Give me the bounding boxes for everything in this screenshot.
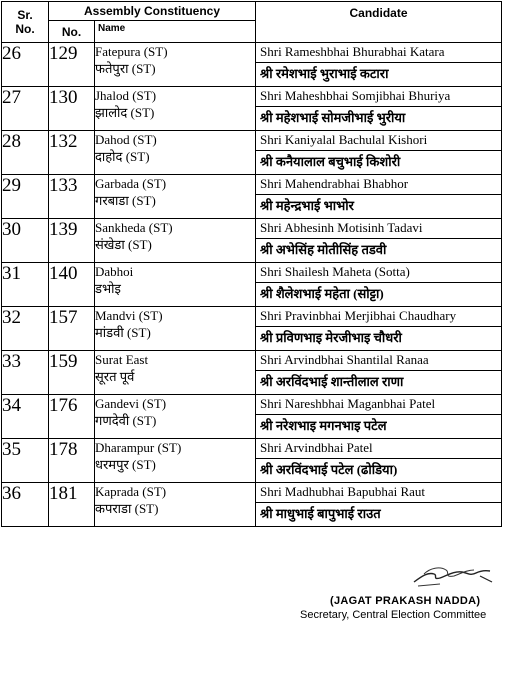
constituency-name-english: Gandevi (ST): [95, 396, 167, 411]
candidate-name-english: Shri Abhesinh Motisinh Tadavi: [256, 219, 501, 239]
candidate-cell: [256, 43, 502, 87]
constituency-number: 178: [49, 439, 95, 483]
constituency-number: 139: [49, 219, 95, 263]
table-row: [2, 43, 502, 87]
header-sr-no: Sr. No.: [2, 2, 49, 43]
constituency-name-english: Jhalod (ST): [95, 88, 157, 103]
constituency-number: 140: [49, 263, 95, 307]
constituency-name: [95, 43, 256, 87]
candidate-name-english: Shri Pravinbhai Merjibhai Chaudhary: [256, 307, 501, 327]
candidate-name-english: Shri Maheshbhai Somjibhai Bhuriya: [256, 87, 501, 107]
constituency-name-hindi: मांडवी (ST): [95, 325, 151, 340]
constituency-name-hindi: सूरत पूर्व: [95, 369, 135, 384]
header-assembly-constituency: Assembly Constituency: [49, 2, 256, 21]
header-no: No.: [49, 21, 95, 43]
constituency-number: 157: [49, 307, 95, 351]
constituency-name-english: Sankheda (ST): [95, 220, 173, 235]
constituency-name: [95, 175, 256, 219]
candidate-cell: [256, 483, 502, 527]
constituency-name-hindi: डभोइ: [95, 281, 121, 296]
signatory-title: Secretary, Central Election Committee: [300, 609, 487, 621]
constituency-name-hindi: दाहोद (ST): [95, 149, 150, 164]
constituency-name: [95, 263, 256, 307]
sr-number: 28: [2, 131, 49, 175]
constituency-name-hindi: गणदेवी (ST): [95, 413, 157, 428]
candidate-name-hindi: श्री कनैयालाल बचुभाई किशोरी: [260, 154, 401, 169]
candidate-name-english: Shri Kaniyalal Bachulal Kishori: [256, 131, 501, 151]
table-row: [2, 175, 502, 219]
constituency-number: 159: [49, 351, 95, 395]
candidate-name-hindi: श्री महेन्द्रभाई भाभोर: [260, 198, 354, 213]
constituency-name-hindi: संखेडा (ST): [95, 237, 152, 252]
candidate-name-hindi: श्री अरविंदभाई शान्तीलाल राणा: [260, 374, 404, 389]
candidate-name-english: Shri Shailesh Maheta (Sotta): [256, 263, 501, 283]
candidate-name-english: Shri Madhubhai Bapubhai Raut: [256, 483, 501, 503]
sr-number: 27: [2, 87, 49, 131]
constituency-name: [95, 483, 256, 527]
constituency-name-hindi: गरबाडा (ST): [95, 193, 156, 208]
sr-number: 33: [2, 351, 49, 395]
sr-number: 35: [2, 439, 49, 483]
candidate-cell: [256, 219, 502, 263]
constituency-name: [95, 307, 256, 351]
constituency-number: 129: [49, 43, 95, 87]
constituency-number: 132: [49, 131, 95, 175]
signature-image: [410, 562, 495, 590]
constituency-number: 176: [49, 395, 95, 439]
sr-number: 34: [2, 395, 49, 439]
candidate-cell: [256, 131, 502, 175]
table-row: [2, 483, 502, 527]
candidate-name-english: Shri Mahendrabhai Bhabhor: [256, 175, 501, 195]
candidate-cell: [256, 395, 502, 439]
candidate-name-hindi: श्री रमेशभाई भुराभाई कटारा: [260, 66, 389, 81]
constituency-name-english: Dahod (ST): [95, 132, 157, 147]
sr-number: 32: [2, 307, 49, 351]
constituency-name-english: Dharampur (ST): [95, 440, 182, 455]
sr-number: 30: [2, 219, 49, 263]
candidate-cell: [256, 263, 502, 307]
candidate-name-english: Shri Arvindbhai Patel: [256, 439, 501, 459]
constituency-number: 133: [49, 175, 95, 219]
header-name: Name: [95, 21, 256, 43]
table-row: [2, 131, 502, 175]
constituency-name: [95, 219, 256, 263]
sr-number: 29: [2, 175, 49, 219]
constituency-name: [95, 439, 256, 483]
table-row: [2, 395, 502, 439]
table-row: [2, 219, 502, 263]
table-row: [2, 307, 502, 351]
candidate-name-hindi: श्री नरेशभाइ मगनभाइ पटेल: [260, 418, 387, 433]
candidate-name-hindi: श्री माधुभाई बापुभाई राउत: [260, 506, 381, 521]
constituency-name-hindi: धरमपुर (ST): [95, 457, 156, 472]
constituency-name: [95, 395, 256, 439]
constituency-name: [95, 351, 256, 395]
header-candidate: Candidate: [256, 2, 502, 43]
constituency-name-hindi: झालोद (ST): [95, 105, 155, 120]
constituency-name-english: Dabhoi: [95, 264, 134, 279]
candidate-name-english: Shri Rameshbhai Bhurabhai Katara: [256, 43, 501, 63]
candidate-name-english: Shri Arvindbhai Shantilal Ranaa: [256, 351, 501, 371]
candidate-cell: [256, 87, 502, 131]
table-row: [2, 351, 502, 395]
table-row: [2, 439, 502, 483]
candidate-cell: [256, 307, 502, 351]
candidate-name-hindi: श्री प्रविणभाइ मेरजीभाइ चौधरी: [260, 330, 402, 345]
constituency-name-hindi: कपराडा (ST): [95, 501, 159, 516]
constituency-name: [95, 87, 256, 131]
constituency-name-english: Garbada (ST): [95, 176, 167, 191]
sr-number: 26: [2, 43, 49, 87]
candidate-name-hindi: श्री अरविंदभाई पटेल (ढोडिया): [260, 462, 398, 477]
sr-number: 36: [2, 483, 49, 527]
constituency-name-english: Mandvi (ST): [95, 308, 163, 323]
signatory-name: (JAGAT PRAKASH NADDA): [330, 595, 481, 607]
candidate-cell: [256, 175, 502, 219]
table-row: [2, 87, 502, 131]
constituency-name-hindi: फतेपुरा (ST): [95, 61, 156, 76]
table-row: [2, 263, 502, 307]
candidate-name-hindi: श्री शैलेशभाई महेता (सोट्टा): [260, 286, 384, 301]
sr-number: 31: [2, 263, 49, 307]
candidate-cell: [256, 351, 502, 395]
constituency-number: 130: [49, 87, 95, 131]
candidate-name-hindi: श्री महेशभाई सोमजीभाई भुरीया: [260, 110, 406, 125]
constituency-number: 181: [49, 483, 95, 527]
constituency-name: [95, 131, 256, 175]
constituency-name-english: Kaprada (ST): [95, 484, 167, 499]
candidate-name-hindi: श्री अभेसिंह मोतीसिंह तडवी: [260, 242, 387, 257]
candidate-table: [1, 1, 502, 527]
constituency-name-english: Surat East: [95, 352, 149, 367]
constituency-name-english: Fatepura (ST): [95, 44, 168, 59]
candidate-name-english: Shri Nareshbhai Maganbhai Patel: [256, 395, 501, 415]
candidate-cell: [256, 439, 502, 483]
